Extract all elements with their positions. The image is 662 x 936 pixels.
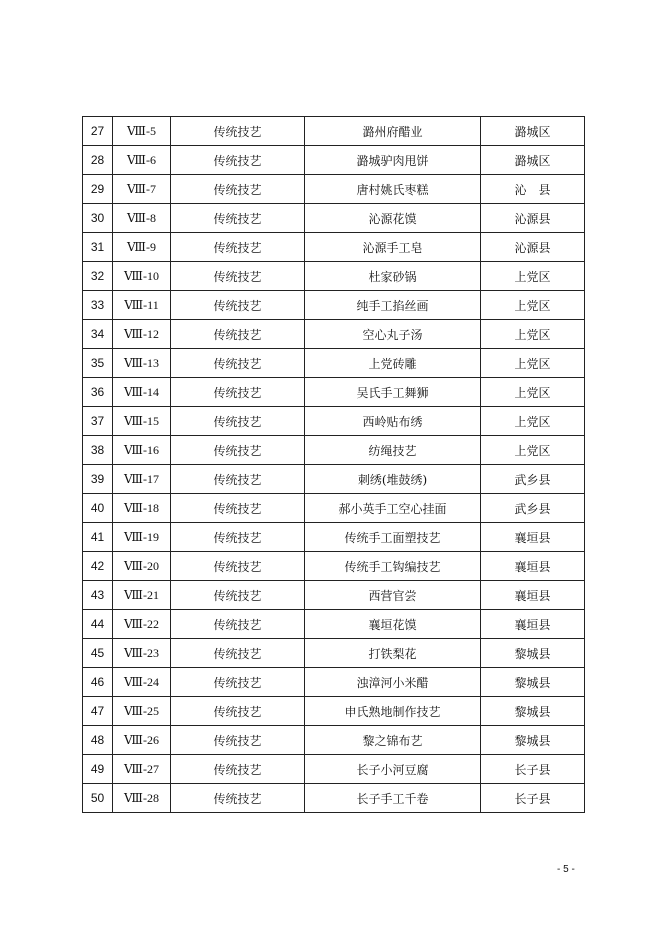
project-code: Ⅷ-16: [113, 436, 171, 465]
project-name: 西岭贴布绣: [305, 407, 481, 436]
project-category: 传统技艺: [171, 552, 305, 581]
table-row: [83, 697, 585, 726]
row-number: 47: [83, 697, 113, 726]
project-code: Ⅷ-27: [113, 755, 171, 784]
project-category: 传统技艺: [171, 291, 305, 320]
project-category: 传统技艺: [171, 610, 305, 639]
project-code: Ⅷ-18: [113, 494, 171, 523]
project-name: 唐村姚氏枣糕: [305, 175, 481, 204]
project-code: Ⅷ-5: [113, 117, 171, 146]
project-name: 浊漳河小米醋: [305, 668, 481, 697]
project-category: 传统技艺: [171, 320, 305, 349]
project-name: 杜家砂锅: [305, 262, 481, 291]
row-number: 28: [83, 146, 113, 175]
table-row: [83, 117, 585, 146]
project-code: Ⅷ-28: [113, 784, 171, 813]
project-code: Ⅷ-7: [113, 175, 171, 204]
table-row: [83, 494, 585, 523]
project-region: 上党区: [481, 436, 585, 465]
row-number: 38: [83, 436, 113, 465]
project-region: 上党区: [481, 291, 585, 320]
row-number: 35: [83, 349, 113, 378]
project-region: 黎城县: [481, 726, 585, 755]
project-category: 传统技艺: [171, 465, 305, 494]
project-region: 上党区: [481, 262, 585, 291]
table-row: [83, 755, 585, 784]
table-body: [83, 117, 585, 813]
project-region: 黎城县: [481, 639, 585, 668]
project-code: Ⅷ-19: [113, 523, 171, 552]
table-row: [83, 436, 585, 465]
project-name: 沁源花馍: [305, 204, 481, 233]
project-code: Ⅷ-9: [113, 233, 171, 262]
table-row: [83, 233, 585, 262]
table-row: [83, 175, 585, 204]
project-region: 潞城区: [481, 146, 585, 175]
project-category: 传统技艺: [171, 436, 305, 465]
project-code: Ⅷ-24: [113, 668, 171, 697]
project-code: Ⅷ-14: [113, 378, 171, 407]
project-name: 刺绣(堆鼓绣): [305, 465, 481, 494]
table-row: [83, 291, 585, 320]
project-name: 襄垣花馍: [305, 610, 481, 639]
table-row: [83, 668, 585, 697]
table-row: [83, 378, 585, 407]
table-row: [83, 465, 585, 494]
table-row: [83, 204, 585, 233]
row-number: 32: [83, 262, 113, 291]
project-category: 传统技艺: [171, 262, 305, 291]
project-region: 长子县: [481, 755, 585, 784]
project-code: Ⅷ-22: [113, 610, 171, 639]
project-category: 传统技艺: [171, 175, 305, 204]
project-name: 黎之锦布艺: [305, 726, 481, 755]
heritage-list-table: [82, 116, 585, 813]
row-number: 43: [83, 581, 113, 610]
row-number: 27: [83, 117, 113, 146]
project-region: 武乡县: [481, 465, 585, 494]
project-region: 武乡县: [481, 494, 585, 523]
table-row: [83, 639, 585, 668]
project-code: Ⅷ-26: [113, 726, 171, 755]
table-row: [83, 349, 585, 378]
row-number: 31: [83, 233, 113, 262]
project-region: 黎城县: [481, 697, 585, 726]
table-row: [83, 726, 585, 755]
project-category: 传统技艺: [171, 117, 305, 146]
project-name: 传统手工面塑技艺: [305, 523, 481, 552]
project-category: 传统技艺: [171, 726, 305, 755]
project-category: 传统技艺: [171, 378, 305, 407]
row-number: 36: [83, 378, 113, 407]
project-region: 上党区: [481, 320, 585, 349]
row-number: 48: [83, 726, 113, 755]
project-name: 吴氏手工舞狮: [305, 378, 481, 407]
row-number: 33: [83, 291, 113, 320]
table-row: [83, 262, 585, 291]
project-region: 襄垣县: [481, 523, 585, 552]
project-category: 传统技艺: [171, 204, 305, 233]
row-number: 42: [83, 552, 113, 581]
project-name: 上党砖雕: [305, 349, 481, 378]
table-row: [83, 610, 585, 639]
project-region: 襄垣县: [481, 610, 585, 639]
project-code: Ⅷ-23: [113, 639, 171, 668]
project-region: 沁源县: [481, 204, 585, 233]
row-number: 46: [83, 668, 113, 697]
project-region: 襄垣县: [481, 552, 585, 581]
row-number: 44: [83, 610, 113, 639]
row-number: 41: [83, 523, 113, 552]
project-region: 上党区: [481, 407, 585, 436]
project-name: 长子手工千卷: [305, 784, 481, 813]
table-row: [83, 581, 585, 610]
table-row: [83, 784, 585, 813]
table-row: [83, 407, 585, 436]
row-number: 30: [83, 204, 113, 233]
table-row: [83, 320, 585, 349]
project-name: 申氏熟地制作技艺: [305, 697, 481, 726]
project-code: Ⅷ-11: [113, 291, 171, 320]
project-region: 潞城区: [481, 117, 585, 146]
project-code: Ⅷ-6: [113, 146, 171, 175]
project-code: Ⅷ-21: [113, 581, 171, 610]
row-number: 50: [83, 784, 113, 813]
project-name: 打铁梨花: [305, 639, 481, 668]
project-name: 西营官尝: [305, 581, 481, 610]
project-name: 郝小英手工空心挂面: [305, 494, 481, 523]
row-number: 29: [83, 175, 113, 204]
project-region: 上党区: [481, 378, 585, 407]
project-region: 襄垣县: [481, 581, 585, 610]
project-category: 传统技艺: [171, 697, 305, 726]
project-code: Ⅷ-10: [113, 262, 171, 291]
project-category: 传统技艺: [171, 523, 305, 552]
project-category: 传统技艺: [171, 233, 305, 262]
project-category: 传统技艺: [171, 494, 305, 523]
project-name: 纯手工掐丝画: [305, 291, 481, 320]
project-category: 传统技艺: [171, 668, 305, 697]
row-number: 45: [83, 639, 113, 668]
row-number: 37: [83, 407, 113, 436]
project-code: Ⅷ-13: [113, 349, 171, 378]
project-region: 沁 县: [481, 175, 585, 204]
project-name: 长子小河豆腐: [305, 755, 481, 784]
project-code: Ⅷ-17: [113, 465, 171, 494]
project-region: 长子县: [481, 784, 585, 813]
table-row: [83, 523, 585, 552]
project-name: 沁源手工皂: [305, 233, 481, 262]
project-region: 沁源县: [481, 233, 585, 262]
project-category: 传统技艺: [171, 639, 305, 668]
row-number: 49: [83, 755, 113, 784]
project-category: 传统技艺: [171, 581, 305, 610]
project-name: 传统手工钩编技艺: [305, 552, 481, 581]
project-name: 潞城驴肉甩饼: [305, 146, 481, 175]
project-code: Ⅷ-20: [113, 552, 171, 581]
project-name: 潞州府醋业: [305, 117, 481, 146]
project-category: 传统技艺: [171, 755, 305, 784]
table-row: [83, 146, 585, 175]
project-category: 传统技艺: [171, 784, 305, 813]
page-number: - 5 -: [557, 864, 575, 875]
table-row: [83, 552, 585, 581]
project-region: 上党区: [481, 349, 585, 378]
project-code: Ⅷ-25: [113, 697, 171, 726]
project-code: Ⅷ-8: [113, 204, 171, 233]
project-name: 纺绳技艺: [305, 436, 481, 465]
row-number: 39: [83, 465, 113, 494]
project-category: 传统技艺: [171, 146, 305, 175]
project-category: 传统技艺: [171, 407, 305, 436]
row-number: 34: [83, 320, 113, 349]
project-region: 黎城县: [481, 668, 585, 697]
project-name: 空心丸子汤: [305, 320, 481, 349]
row-number: 40: [83, 494, 113, 523]
project-code: Ⅷ-12: [113, 320, 171, 349]
project-code: Ⅷ-15: [113, 407, 171, 436]
project-category: 传统技艺: [171, 349, 305, 378]
